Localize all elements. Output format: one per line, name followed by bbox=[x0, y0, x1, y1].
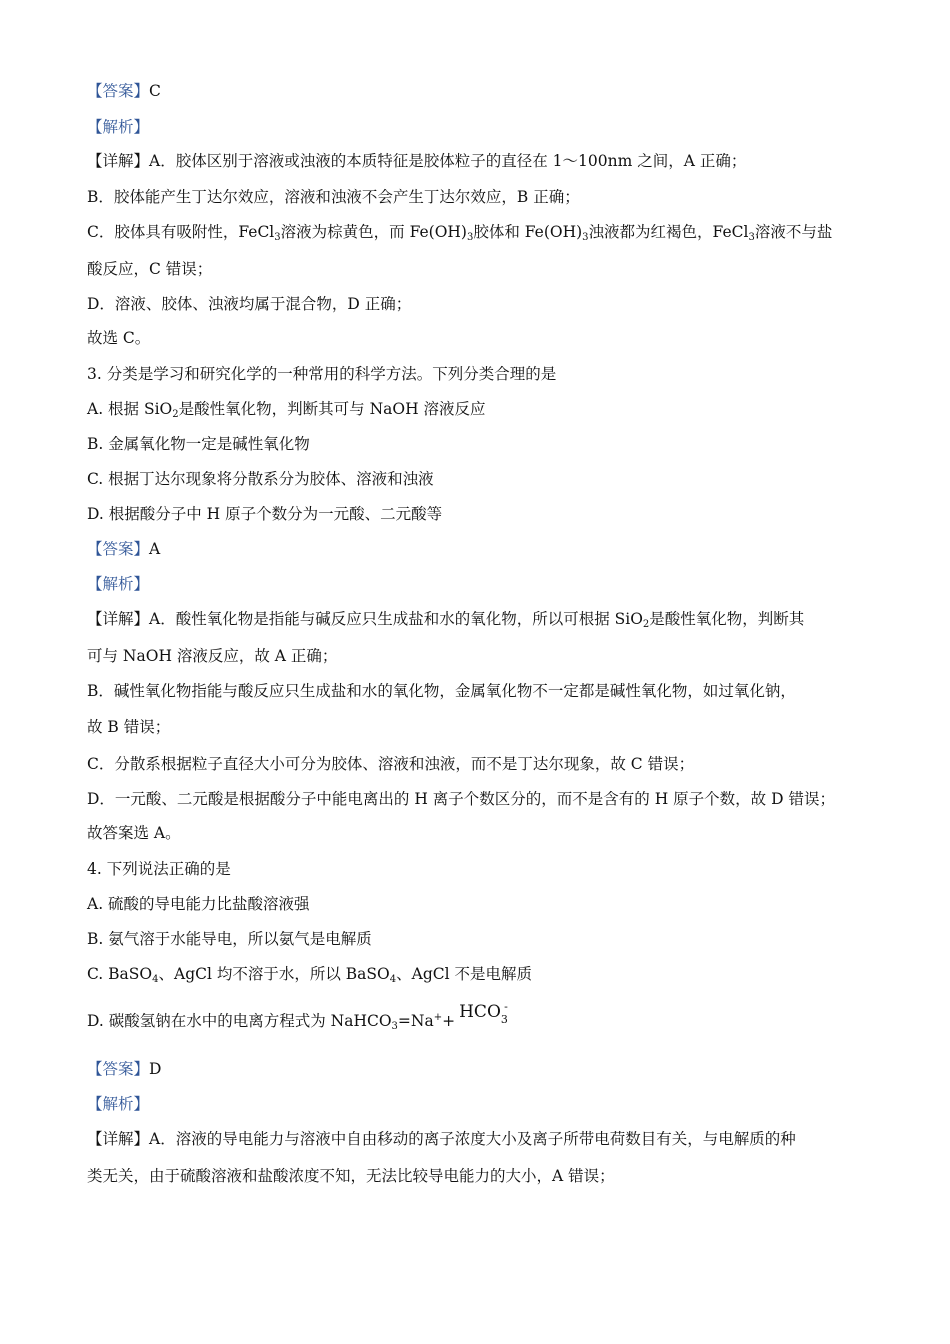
option-a: A. 硫酸的导电能力比盐酸溶液强 bbox=[87, 895, 310, 913]
subscript: 3 bbox=[748, 232, 755, 243]
conclusion-line: 故选 C。 bbox=[87, 329, 151, 347]
answer-line bbox=[87, 538, 867, 560]
analysis-tag: 【解析】 bbox=[87, 118, 150, 136]
analysis-tag: 【解析】 bbox=[87, 575, 150, 593]
detail-line-b: B．胶体能产生丁达尔效应，溶液和浊液不会产生丁达尔效应，B 正确； bbox=[87, 188, 580, 206]
detail-line-a bbox=[87, 608, 867, 630]
analysis-line bbox=[87, 573, 867, 595]
detail-line-a bbox=[87, 150, 867, 172]
detail-line-b: B．碱性氧化物指能与酸反应只生成盐和水的氧化物，金属氧化物不一定都是碱性氧化物，如过氧化钠， bbox=[87, 682, 796, 700]
detail-line-a-cont: 可与 NaOH 溶液反应，故 A 正确； bbox=[87, 647, 338, 665]
detail-text: A．胶体区别于溶液或浊液的本质特征是胶体粒子的直径在 1～100nm 之间，A 正确； bbox=[149, 152, 747, 170]
text-segment: A. 根据 SiO bbox=[87, 400, 173, 418]
ion-text: HCO bbox=[459, 1002, 501, 1022]
option-b: B. 氨气溶于水能导电，所以氨气是电解质 bbox=[87, 930, 372, 948]
bicarbonate-ion-formula bbox=[459, 1001, 508, 1025]
subscript: 3 bbox=[582, 232, 589, 243]
detail-tag: 【详解】 bbox=[87, 152, 150, 170]
option-b: B. 金属氧化物一定是碱性氧化物 bbox=[87, 435, 310, 453]
detail-line-c-cont: 酸反应，C 错误； bbox=[87, 260, 213, 278]
text-segment: + bbox=[442, 1012, 456, 1030]
detail-line-a bbox=[87, 1128, 867, 1150]
text-segment: 、AgCl 不是电解质 bbox=[396, 965, 532, 983]
answer-value: D bbox=[149, 1060, 162, 1078]
detail-line-b-cont: 故 B 错误； bbox=[87, 718, 171, 736]
text-segment: 胶体和 Fe(OH) bbox=[473, 223, 583, 241]
answer-tag: 【答案】 bbox=[87, 1060, 150, 1078]
conclusion-line: 故答案选 A。 bbox=[87, 824, 181, 842]
subscript: 2 bbox=[642, 619, 650, 630]
subscript: 4 bbox=[152, 974, 159, 985]
ion-superscript: - bbox=[504, 1000, 508, 1013]
detail-line-c bbox=[87, 221, 867, 243]
text-segment: 溶液为棕黄色，而 Fe(OH) bbox=[280, 223, 467, 241]
subscript: 2 bbox=[172, 409, 179, 420]
detail-tag: 【详解】 bbox=[87, 610, 150, 628]
text-segment: D. 碳酸氢钠在水中的电离方程式为 NaHCO bbox=[87, 1012, 392, 1030]
subscript: 4 bbox=[389, 974, 397, 985]
text-segment: A．酸性氧化物是指能与碱反应只生成盐和水的氧化物，所以可根据 SiO bbox=[149, 610, 643, 628]
subscript: 3 bbox=[391, 1021, 398, 1032]
text-segment: C．胶体具有吸附性，FeCl bbox=[87, 223, 275, 241]
detail-line-d: D．溶液、胶体、浊液均属于混合物，D 正确； bbox=[87, 295, 412, 313]
text-segment: 、AgCl 均不溶于水，所以 BaSO bbox=[158, 965, 390, 983]
text-segment: 是酸性氧化物，判断其 bbox=[649, 610, 805, 628]
option-d: D. 根据酸分子中 H 原子个数分为一元酸、二元酸等 bbox=[87, 505, 443, 523]
subscript: 3 bbox=[466, 232, 474, 243]
detail-line-a-cont: 类无关，由于硫酸溶液和盐酸浓度不知，无法比较导电能力的大小，A 错误； bbox=[87, 1167, 615, 1185]
text-segment: C. BaSO bbox=[87, 965, 153, 983]
answer-line bbox=[87, 80, 867, 102]
question-stem: 4. 下列说法正确的是 bbox=[87, 860, 231, 878]
analysis-tag: 【解析】 bbox=[87, 1095, 150, 1113]
detail-line-d: D．一元酸、二元酸是根据酸分子中能电离出的 H 离子个数区分的，而不是含有的 H 原子个数，故 D 错误； bbox=[87, 790, 835, 808]
answer-tag: 【答案】 bbox=[87, 540, 150, 558]
answer-value: A bbox=[149, 540, 161, 558]
text-segment: 溶液不与盐 bbox=[754, 223, 833, 241]
superscript: + bbox=[433, 1012, 443, 1023]
question-stem: 3. 分类是学习和研究化学的一种常用的科学方法。下列分类合理的是 bbox=[87, 365, 557, 383]
subscript: 3 bbox=[274, 232, 281, 243]
option-a bbox=[87, 398, 867, 420]
answer-value: C bbox=[149, 82, 161, 100]
analysis-line bbox=[87, 116, 867, 138]
text-segment: 是酸性氧化物，判断其可与 NaOH 溶液反应 bbox=[178, 400, 486, 418]
option-c bbox=[87, 963, 867, 985]
option-c: C. 根据丁达尔现象将分散系分为胶体、溶液和浊液 bbox=[87, 470, 434, 488]
option-d bbox=[87, 1000, 867, 1034]
text-segment: =Na bbox=[397, 1012, 434, 1030]
ion-subscript: 3 bbox=[500, 1013, 508, 1026]
detail-tag: 【详解】 bbox=[87, 1130, 150, 1148]
detail-text: A．溶液的导电能力与溶液中自由移动的离子浓度大小及离子所带电荷数目有关，与电解质的种 bbox=[149, 1130, 796, 1148]
detail-line-c: C．分散系根据粒子直径大小可分为胶体、溶液和浊液，而不是丁达尔现象，故 C 错误； bbox=[87, 755, 695, 773]
analysis-line bbox=[87, 1093, 867, 1115]
answer-tag: 【答案】 bbox=[87, 82, 150, 100]
text-segment: 浊液都为红褐色，FeCl bbox=[588, 223, 749, 241]
answer-line bbox=[87, 1058, 867, 1080]
